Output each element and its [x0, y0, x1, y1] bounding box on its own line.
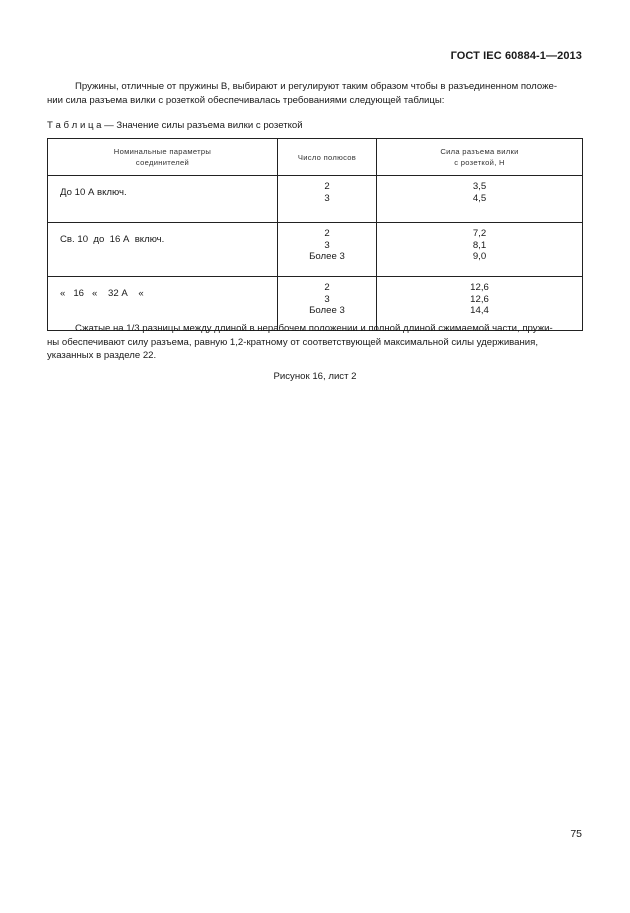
- second-line-1: Сжатые на 1/3 разницы между длиной в нерабочем положении и полной длиной сжимаемой части, пружи-: [75, 323, 553, 334]
- poles-value: 3: [324, 239, 330, 251]
- header-force: [377, 139, 583, 176]
- second-line-3: указанных в разделе 22.: [47, 350, 157, 362]
- poles-value: 2: [324, 181, 330, 192]
- intro-line-2: нии сила разъема вилки с розеткой обеспечивалась требованиями следующей таблицы:: [47, 94, 445, 106]
- force-value: 3,5: [472, 181, 487, 192]
- force-value: 8,1: [472, 239, 487, 251]
- figure-caption: Рисунок 16, лист 2: [273, 371, 357, 382]
- header-force-line-1: Сила разъема вилки: [440, 147, 519, 156]
- second-paragraph: [47, 322, 583, 363]
- page-number: 75: [570, 828, 582, 840]
- force-value: 4,5: [472, 192, 487, 204]
- poles-value: 3: [324, 293, 330, 305]
- header-force-line-2: с розеткой, Н: [454, 158, 505, 167]
- force-value: 12,6: [470, 293, 489, 305]
- second-line-2: ны обеспечивают силу разъема, равную 1,2-кратному от соответствующей максимальной силы удерживания,: [47, 336, 539, 348]
- poles-value: Более 3: [309, 305, 345, 317]
- rating-cell: « 16 « 32 А «: [48, 277, 278, 331]
- force-cell: [377, 223, 583, 277]
- header-poles: Число полюсов: [278, 139, 377, 176]
- table-row: [48, 176, 583, 223]
- force-value: 12,6: [470, 282, 489, 293]
- poles-value: 2: [324, 228, 330, 239]
- poles-value: Более 3: [309, 251, 345, 263]
- intro-paragraph: [47, 80, 583, 107]
- standard-designation: ГОСТ IEC 60884-1—2013: [450, 50, 582, 62]
- intro-line-1: Пружины, отличные от пружины В, выбирают и регулируют таким образом чтобы в разъединенном положе-: [75, 81, 558, 92]
- header-rating-line-1: Номинальные параметры: [113, 147, 212, 156]
- poles-value: 2: [324, 282, 330, 293]
- header-rating: [48, 139, 278, 176]
- rating-cell: До 10 А включ.: [48, 176, 278, 223]
- force-value: 14,4: [470, 305, 489, 317]
- force-value: 9,0: [472, 251, 487, 263]
- poles-cell: [278, 223, 377, 277]
- poles-value: 3: [324, 192, 330, 204]
- table-header-row: [48, 139, 583, 176]
- force-value: 7,2: [472, 228, 487, 239]
- force-table: [47, 138, 583, 331]
- table-caption: Т а б л и ц а — Значение силы разъема вилки с розеткой: [47, 120, 303, 131]
- header-rating-line-2: соединителей: [135, 158, 190, 167]
- rating-cell: Св. 10 до 16 А включ.: [48, 223, 278, 277]
- table-row: [48, 223, 583, 277]
- force-cell: [377, 176, 583, 223]
- poles-cell: [278, 176, 377, 223]
